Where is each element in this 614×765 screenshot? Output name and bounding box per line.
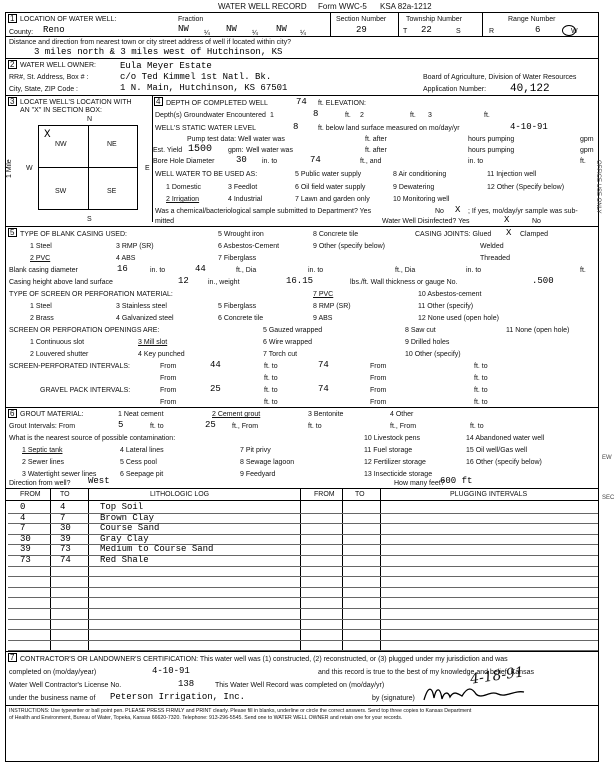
log-description: Red Shale: [100, 555, 149, 565]
feet-value: 600 ft: [440, 476, 473, 486]
owner-label: WATER WELL OWNER:: [20, 62, 96, 69]
bore-depth-value: 74: [310, 155, 321, 165]
mile-label: 1 Mile: [6, 159, 13, 178]
instructions-line-2: of Health and Environment, Bureau of Water, Topeka, Kansas 66620-7320. Telephone: 913-296-5545. Send one to WATER WELL OWNER and retain one for your records.: [9, 715, 403, 721]
county-value: Reno: [43, 25, 65, 35]
log-to: 39: [60, 533, 71, 544]
certification-text: CONTRACTOR'S OR LANDOWNER'S CERTIFICATION: This water well was (1) constructed, (2) reconstructed, or (3) plugged under my jurisdiction and was: [20, 656, 508, 663]
business-name: Peterson Irrigation, Inc.: [110, 692, 246, 702]
range-label: Range Number: [508, 16, 556, 23]
range-w-circle: [562, 25, 576, 36]
log-from: 30: [20, 533, 31, 544]
log-from: 73: [20, 555, 31, 565]
log-description: Course Sand: [100, 523, 160, 534]
section-1-number: 1: [10, 14, 15, 23]
fraction-2: NW: [226, 24, 237, 34]
log-to: 7: [60, 512, 66, 523]
depth-label: DEPTH OF COMPLETED WELL: [166, 100, 268, 107]
casing-weight-value: 16.15: [286, 276, 314, 286]
location-x-mark: X: [44, 129, 51, 141]
signature: [420, 682, 540, 706]
distance-label: Distance and direction from nearest town or city street address of well if located within city?: [9, 39, 292, 46]
groundwater-value: 8: [313, 109, 319, 119]
county-label: County:: [9, 29, 34, 36]
gravel-interval-from: 25: [210, 384, 221, 394]
log-description: Medium to Course Sand: [100, 544, 214, 555]
form-title: WATER WELL RECORD: [218, 2, 307, 11]
yield-value: 1500: [188, 144, 213, 155]
township-label: Township Number: [406, 16, 463, 23]
board-label: Board of Agriculture, Division of Water Resources: [423, 74, 577, 81]
record-date-handwritten: 4-18-91: [469, 664, 525, 688]
log-to: 30: [60, 523, 71, 534]
city-value: 1 N. Main, Hutchinson, KS 67501: [120, 83, 288, 93]
direction-value: West: [88, 476, 110, 486]
use-irrigation-selected: 2 Irrigation: [166, 196, 200, 203]
grout-cement-selected: 2 Cement grout: [212, 411, 261, 418]
office-use-label: OFFICE USE ONLY: [595, 160, 601, 214]
distance-value: 3 miles north & 3 miles west of Hutchinson, KS: [34, 47, 283, 57]
casing-pvc-selected: 2 PVC: [30, 255, 51, 262]
gravel-interval-to: 74: [318, 384, 329, 394]
screen-interval-to: 74: [318, 360, 329, 370]
application-label: Application Number:: [423, 86, 487, 93]
form-number: Form WWC-5: [318, 2, 367, 11]
casing-diameter-value: 16: [117, 264, 128, 274]
log-to: 4: [60, 502, 66, 512]
screen-pvc-selected: 7 PVC: [313, 291, 334, 298]
section-number-label: Section Number: [336, 16, 387, 23]
depth-value: 74: [296, 97, 307, 107]
grout-to-value: 25: [205, 420, 216, 430]
log-to: 73: [60, 544, 71, 555]
wall-gauge-value: .500: [532, 276, 554, 286]
application-value: 40,122: [510, 83, 550, 95]
bore-diameter-value: 30: [236, 155, 247, 165]
instructions-line-1: INSTRUCTIONS: Use typewriter or ball point pen. PLEASE PRESS FIRMLY and PRINT clearly. Please fill in blanks, underline or circle the correct answers. Send top three copies to Kansas Department: [9, 708, 472, 714]
log-from: 0: [20, 502, 26, 512]
water-well-record-form: WATER WELL RECORD Form WWC-5 KSA 82a-1212 1 LOCATION OF WATER WELL: County: Reno Fraction NW ¼ NW ¼ NW ¼ Section Number 29 Township Number T 22 S Range Number R 6 W Distance and direction from nearest town or city street address of well if located within city? 3 miles north & 3 miles west of Hutchinson, KS 2 WATER WELL OWNER: Eula Meyer Estate RR#, St. Address, Box # : c/o Ted Kimmel 1st Natl. Bk. City, State, ZIP Code : 1 N. Main, Hutchinson, KS 67501 Board of Agriculture, Division of Water Resources Application Number: 40,122 3 LOCATE WELL'S LOCATION WITH AN "X" IN SECTION BOX: N S W E 1 Mile NW NE SW SE X 4 DEPTH OF COMPLETED WELL 74 ft. ELEVATION: Depth(s) Groundwater Encountered 1 8 ft. 2 ft. 3 ft. WELL'S STATIC WATER LEVEL 8 ft. below land surface measured on mo/day/yr 4-10-91 Pump test data: Well water was ft. after hours pumping gpm Est. Yield 1500 gpm: Well water was ft. after hours pumping gpm Bore Hole Diameter 30 in. to 74 ft., and in. to ft. WELL WATER TO BE USED AS: 1 Domestic 2 Irrigation 3 Feedlot 4 Industrial 5 Public water supply 6 Oil field water supply 7 Lawn and garden only 8 Air conditioning 9 Dewatering 10 Monitoring well 11 Injection well 12 Other (Specify below) Was a chemical/bacteriological sample submitted to Department? Yes No X ; If yes, mo/day/yr sample was sub- mitted Water Well Disinfected? Yes X No 5 TYPE OF BLANK CASING USED: 1 Steel 2 PVC 3 RMP (SR) 4 ABS 5 Wrought iron 6 Asbestos-Cement 7 Fiberglass 8 Concrete tile 9 Other (specify below) CASING JOINTS: Glued X Clamped Welded Threaded Blank casing diameter 16 in. to 44 ft., Dia in. to ft., Dia in. to ft. Casing height above land surface 12 in., weight 16.15 lbs./ft. Wall thickness or gauge No. .500 TYPE OF SCREEN OR PERFORATION MATERIAL: 1 Steel 2 Brass 3 Stainless steel 4 Galvanized steel 5 Fiberglass 6 Concrete tile 7 PVC 8 RMP (SR) 9 ABS 10 Asbestos-cement 11 Other (specify) 12 None used (open hole) SCREEN OR PERFORATION OPENINGS ARE: 1 Continuous slot 2 Louvered shutter 3 Mill slot 4 Key punched 5 Gauzed wrapped 6 Wire wrapped 7 Torch cut 8 Saw cut 9 Drilled holes 10 Other (specify) 11 None (open hole) SCREEN-PERFORATED INTERVALS: From 44 ft. to 74 From ft. to From ft. to From ft. to GRAVEL PACK INTERVALS: From 25 ft. to 74 From ft. to From ft. to From ft. to 6 GROUT MATERIAL: 1 Neat cement 2 Cement grout 3 Bentonite 4 Other Grout Intervals: From 5 ft. to 25 ft., From ft. to ft., From ft. to What is the nearest source of possible contamination: 1 Septic tank 2 Sewer lines 3 Watertight sewer lines 4 Lateral lines 5 Cess pool 6 Seepage pit 7 Pit privy 8 Sewage lagoon 9 Feedyard 10 Livestock pens 11 Fuel storage 12 Fertilizer storage 13 Insecticide storage 14 Abandoned water well 15 Oil well/Gas well 16 Other (specify below) Direction from well? West How many feet? 600 ft FROM TO LITHOLOGIC LOG FROM TO PLUGGING INTERVALS 0 4 Top Soil 4 7 Brown Clay 7 30 Course Sand 30 39 Gray Clay 39 73 Medium to Course Sand 73 74 Red Shale 7 CONTRACTOR'S OR LANDOWNER'S CERTIFICATION: This water well was (1) constructed, (2) reconstructed, or (3) plugged under my jurisdiction and was completed on (mo/day/year) 4-10-91 and this record is true to the best of my knowledge and belief. Kansas Water Well Contractor's License No. 138 This Water Well Record was completed on (mo/day/yr) 4-18-91 under the business name of Peterson Irrigation, Inc. by (signature) INSTRUCTIONS: Use typewriter or ball point pen. PLEASE PRESS FIRMLY and PRINT clearly. Please fill in blanks, underline or circle the correct answers. Send top three copies to Kansas Department of Health and Environment, Bureau of Water, Topeka, Kansas 66620-7320. Telephone: 913-296-5545. Send one to WATER WELL OWNER and retain one for your records. OFFICE USE ONLY EW SEC: [0, 0, 609, 765]
log-from: 4: [20, 512, 26, 523]
casing-depth-value: 44: [195, 264, 206, 274]
license-number: 138: [178, 679, 195, 689]
owner-value: Eula Meyer Estate: [120, 61, 212, 71]
address-value: c/o Ted Kimmel 1st Natl. Bk.: [120, 72, 272, 82]
log-from: 7: [20, 523, 26, 534]
static-level-value: 8: [293, 122, 299, 132]
township-value: 22: [421, 25, 432, 35]
section-1-label: LOCATION OF WATER WELL:: [20, 16, 117, 23]
city-label: City, State, ZIP Code :: [9, 86, 78, 93]
statute: KSA 82a-1212: [380, 2, 432, 11]
log-from: 39: [20, 544, 31, 555]
fraction-label: Fraction: [178, 16, 204, 23]
log-to: 74: [60, 555, 71, 565]
openings-mill-slot-selected: 3 Mill slot: [138, 339, 168, 346]
log-description: Gray Clay: [100, 533, 149, 544]
casing-height-value: 12: [178, 276, 189, 286]
completion-date: 4-10-91: [152, 666, 190, 676]
section-number-value: 29: [356, 25, 367, 35]
screen-interval-from: 44: [210, 360, 221, 370]
address-label: RR#, St. Address, Box # :: [9, 74, 89, 81]
range-value: 6: [535, 25, 541, 35]
log-description: Brown Clay: [100, 512, 155, 523]
static-date-value: 4-10-91: [510, 122, 548, 132]
log-description: Top Soil: [100, 502, 144, 512]
fraction-3: NW: [276, 24, 287, 34]
contamination-septic-selected: 1 Septic tank: [22, 447, 63, 454]
fraction-1: NW: [178, 24, 189, 34]
grout-from-value: 5: [118, 420, 124, 430]
